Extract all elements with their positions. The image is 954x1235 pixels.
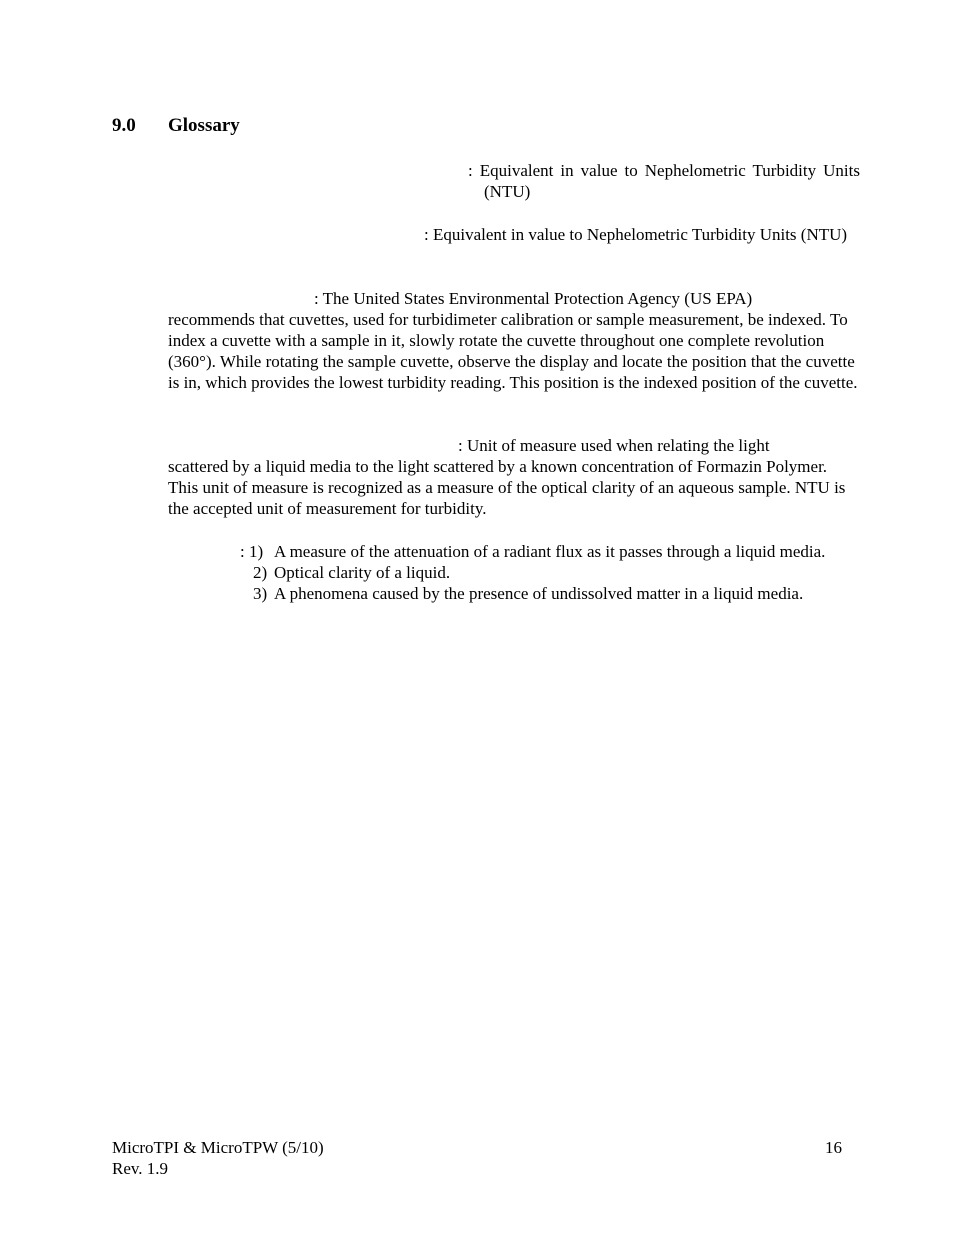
section-title: Glossary [168,115,240,136]
list-item-text: A phenomena caused by the presence of undissolved matter in a liquid media. [274,584,804,603]
list-item [240,562,840,583]
definition-indexing-body: recommends that cuvettes, used for turbidimeter calibration or sample measurement, be indexed. To index a cuvette with a sample in it, slowly rotate the cuvette throughout one complete revolution (360°). While rotating the sample cuvette, observe the display and locate the position that the cuvette is in, which provides the lowest turbidity reading. This position is the indexed position of the cuvette. [168,310,858,392]
definition-ftu: : Equivalent in value to Nephelometric Turbidity Units (NTU) [468,161,860,201]
list-item [240,541,840,562]
list-marker: 2) [253,563,268,582]
section-number: 9.0 [112,115,136,136]
definition-indexing-first-line: : The United States Environmental Protection Agency (US EPA) [314,289,753,308]
list-marker: : 1) [240,542,264,561]
footer-product: MicroTPI & MicroTPW (5/10) [112,1138,324,1157]
page-number: 16 [825,1138,842,1157]
footer [112,1137,324,1179]
definition-ntu-equivalent: : Equivalent in value to Nephelometric Turbidity Units (NTU) [424,225,848,244]
list-item [240,583,840,604]
definition-nephelometric-first-line: : Unit of measure used when relating the light [458,436,770,455]
definition-nephelometric [168,435,858,519]
list-marker: 3) [253,584,268,603]
footer-revision: Rev. 1.9 [112,1159,169,1178]
definition-nephelometric-body: scattered by a liquid media to the light scattered by a known concentration of Formazin Polymer. This unit of measure is recognized as a measure of the optical clarity of an aqueous sample. NTU is the accepted unit of measurement for turbidity. [168,457,846,518]
section-heading [112,114,240,138]
list-item-text: Optical clarity of a liquid. [274,563,451,582]
definition-indexing [168,288,858,393]
list-item-text: A measure of the attenuation of a radiant flux as it passes through a liquid media. [274,542,826,561]
definition-turbidity [240,541,840,604]
